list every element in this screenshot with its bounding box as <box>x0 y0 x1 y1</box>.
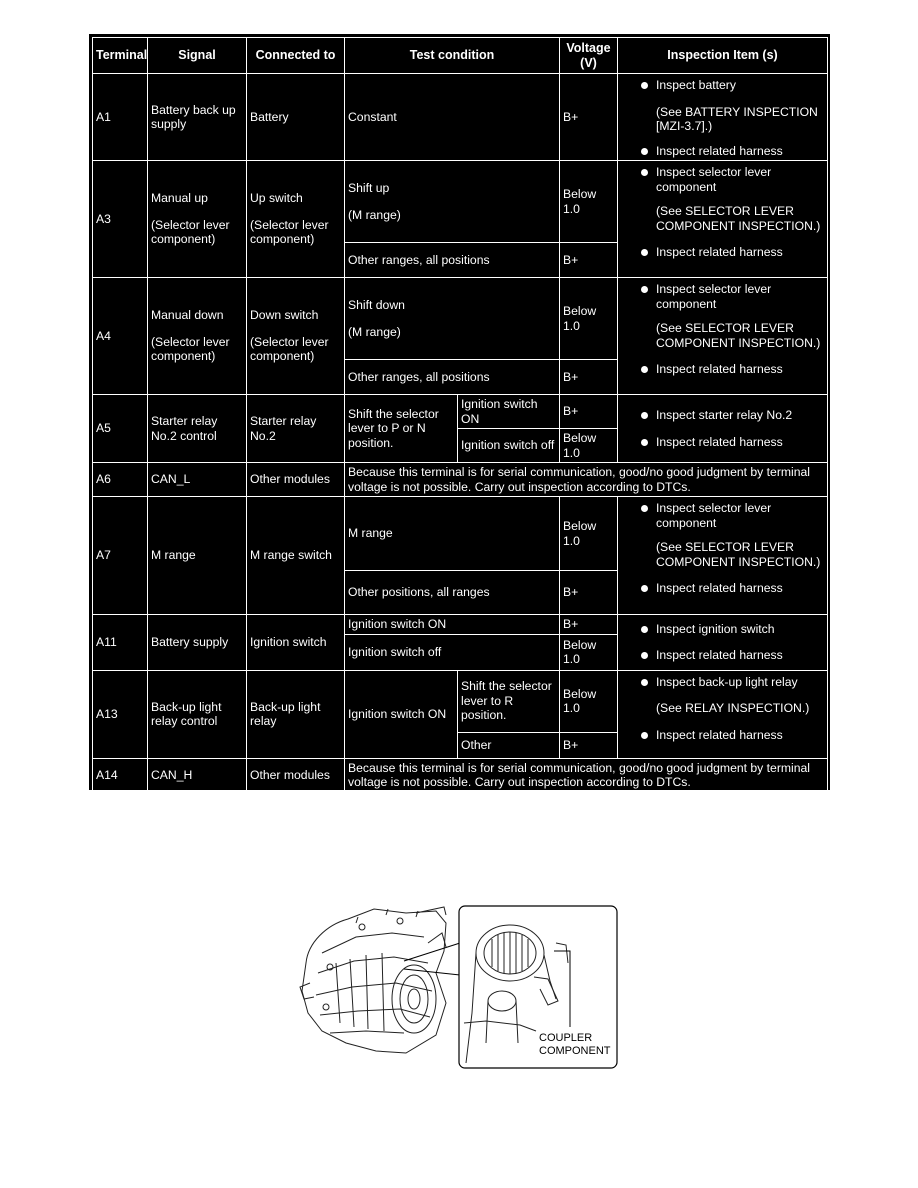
connected-subtext: (Selector lever component) <box>250 217 329 247</box>
terminal-voltage-table <box>92 37 828 793</box>
cell-terminal: A5 <box>93 395 148 463</box>
inspection-reference: (See SELECTOR LEVER COMPONENT INSPECTION.) <box>656 321 821 350</box>
cell-voltage: Below 1.0 <box>560 497 618 571</box>
terminal-voltage-table-frame <box>89 34 830 790</box>
cell-voltage: B+ <box>560 74 618 161</box>
cell-terminal: A7 <box>93 497 148 615</box>
signal-subtext: (Selector lever component) <box>151 217 230 247</box>
table-row <box>93 670 828 732</box>
cell-voltage: Below 1.0 <box>560 670 618 732</box>
cell-connected <box>247 161 345 278</box>
cell-terminal: A14 <box>93 758 148 792</box>
connected-name: Up switch <box>250 191 303 206</box>
inspection-item: Inspect related harness <box>621 245 824 260</box>
cell-condition: Ignition switch ON <box>345 670 458 758</box>
inspection-item: Inspect selector lever component <box>621 501 824 530</box>
inspection-item: Inspect starter relay No.2 <box>621 408 824 423</box>
header-voltage-label: Voltage <box>566 41 611 55</box>
cell-signal: Battery supply <box>148 615 247 671</box>
cell-condition-sub: Ignition switch off <box>458 429 560 463</box>
header-terminal: Terminal <box>93 38 148 74</box>
signal-name: Manual up <box>151 191 208 206</box>
inspection-item: Inspect ignition switch <box>621 622 824 637</box>
table-row <box>93 74 828 161</box>
condition-subtext: (M range) <box>348 324 401 339</box>
cell-terminal: A6 <box>93 463 148 497</box>
cell-terminal: A4 <box>93 278 148 395</box>
cell-voltage: B+ <box>560 732 618 758</box>
cell-terminal: A13 <box>93 670 148 758</box>
table-header-row <box>93 38 828 74</box>
cell-inspection <box>618 161 828 278</box>
cell-voltage: B+ <box>560 395 618 429</box>
cell-signal <box>148 278 247 395</box>
cell-terminal: A3 <box>93 161 148 278</box>
inspection-item: Inspect selector lever component <box>621 282 824 311</box>
cell-voltage: Below 1.0 <box>560 634 618 670</box>
cell-condition: Other positions, all ranges <box>345 571 560 615</box>
table-row <box>93 463 828 497</box>
inspection-reference: (See SELECTOR LEVER COMPONENT INSPECTION.) <box>656 540 821 569</box>
inspection-reference: (See SELECTOR LEVER COMPONENT INSPECTION.) <box>656 204 821 233</box>
cell-voltage: B+ <box>560 615 618 635</box>
inspection-item: Inspect back-up light relay <box>621 675 824 690</box>
cell-terminal: A11 <box>93 615 148 671</box>
header-voltage-unit: (V) <box>580 55 597 70</box>
cell-signal: CAN_L <box>148 463 247 497</box>
inspection-item: Inspect related harness <box>621 435 824 450</box>
cell-terminal: A1 <box>93 74 148 161</box>
label-line: COMPONENT <box>539 1045 611 1057</box>
cell-inspection <box>618 497 828 615</box>
cell-voltage: B+ <box>560 360 618 395</box>
cell-condition: Ignition switch ON <box>345 615 560 635</box>
cell-connected: Other modules <box>247 463 345 497</box>
header-connected-to: Connected to <box>247 38 345 74</box>
inspection-item: Inspect battery <box>621 78 824 93</box>
condition-subtext: (M range) <box>348 207 401 222</box>
cell-condition: M range <box>345 497 560 571</box>
cell-signal: Battery back up supply <box>148 74 247 161</box>
table-row <box>93 758 828 792</box>
label-line: COUPLER <box>539 1032 593 1044</box>
cell-signal: CAN_H <box>148 758 247 792</box>
cell-condition: Constant <box>345 74 560 161</box>
detail-leader-line <box>404 943 460 961</box>
inspection-item: Inspect related harness <box>621 648 824 663</box>
cell-inspection <box>618 670 828 758</box>
header-test-condition: Test condition <box>345 38 560 74</box>
cell-connected <box>247 278 345 395</box>
header-signal: Signal <box>148 38 247 74</box>
connected-name: Down switch <box>250 308 319 323</box>
cell-condition <box>345 161 560 243</box>
header-voltage <box>560 38 618 74</box>
condition-text: Shift up <box>348 181 390 195</box>
cell-condition: Ignition switch off <box>345 634 560 670</box>
cell-condition-sub: Ignition switch ON <box>458 395 560 429</box>
table-row <box>93 161 828 243</box>
table-row <box>93 615 828 635</box>
cell-connected: Back-up light relay <box>247 670 345 758</box>
condition-text: Shift down <box>348 298 405 312</box>
cell-voltage: B+ <box>560 243 618 278</box>
detail-leader-line <box>404 969 460 975</box>
cell-connected: Ignition switch <box>247 615 345 671</box>
table-row <box>93 497 828 571</box>
cell-inspection <box>618 74 828 161</box>
cell-inspection <box>618 278 828 395</box>
signal-subtext: (Selector lever component) <box>151 334 230 364</box>
inspection-item: Inspect related harness <box>621 362 824 377</box>
cell-condition: Other ranges, all positions <box>345 243 560 278</box>
cell-signal: Starter relay No.2 control <box>148 395 247 463</box>
cell-signal <box>148 161 247 278</box>
table-row <box>93 395 828 429</box>
cell-signal: M range <box>148 497 247 615</box>
cell-connected: Starter relay No.2 <box>247 395 345 463</box>
cell-voltage: Below 1.0 <box>560 429 618 463</box>
cell-condition-sub: Other <box>458 732 560 758</box>
inspection-item: Inspect related harness <box>621 144 824 159</box>
inspection-item: Inspect related harness <box>621 581 824 596</box>
inspection-item: Inspect selector lever component <box>621 165 824 194</box>
cell-connected: M range switch <box>247 497 345 615</box>
cell-signal: Back-up light relay control <box>148 670 247 758</box>
cell-condition <box>345 278 560 360</box>
signal-name: Manual down <box>151 308 224 323</box>
cell-voltage: Below 1.0 <box>560 161 618 243</box>
cell-inspection <box>618 395 828 463</box>
cell-connected: Battery <box>247 74 345 161</box>
table-row <box>93 278 828 360</box>
cell-note: Because this terminal is for serial communication, good/no good judgment by terminal voltage is not possible. Carry out inspection according to DTCs. <box>345 463 828 497</box>
inspection-reference: (See RELAY INSPECTION.) <box>656 701 810 715</box>
connected-subtext: (Selector lever component) <box>250 334 329 364</box>
cell-inspection <box>618 615 828 671</box>
cell-voltage: B+ <box>560 571 618 615</box>
cell-note: Because this terminal is for serial communication, good/no good judgment by terminal voltage is not possible. Carry out inspection according to DTCs. <box>345 758 828 792</box>
cell-condition-sub: Shift the selector lever to R position. <box>458 670 560 732</box>
inspection-item: Inspect related harness <box>621 728 824 743</box>
transmission-drawing <box>300 907 446 1053</box>
cell-condition: Other ranges, all positions <box>345 360 560 395</box>
header-inspection: Inspection Item (s) <box>618 38 828 74</box>
cell-voltage: Below 1.0 <box>560 278 618 360</box>
coupler-component-label <box>539 1032 611 1058</box>
cell-connected: Other modules <box>247 758 345 792</box>
inspection-reference: (See BATTERY INSPECTION [MZI-3.7].) <box>656 104 818 133</box>
cell-condition: Shift the selector lever to P or N position. <box>345 395 458 463</box>
